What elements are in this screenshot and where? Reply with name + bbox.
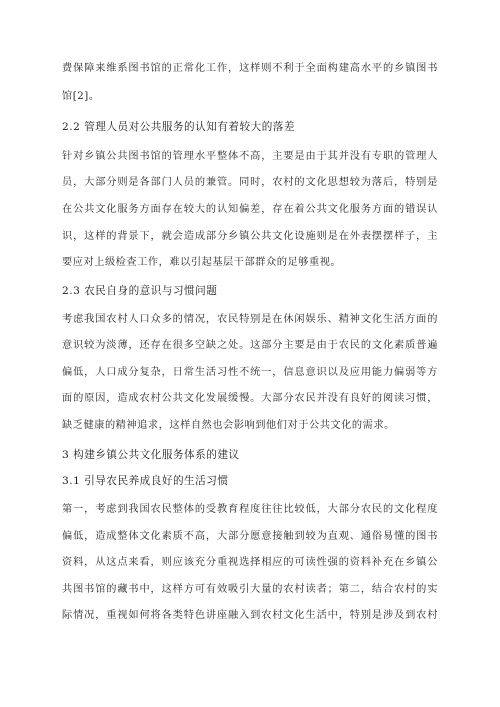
section-heading: 2.3 农民自身的意识与习惯问题 [62,285,218,297]
body-text-line: 共图书馆的藏书中，这样方可有效吸引大量的农村读者；第二，结合农村的实 [62,584,438,595]
body-text-line: 面的原因，造成农村公共文化发展缓慢。大部分农民并没有良好的阅读习惯， [62,393,438,404]
body-text-line: 偏低，造成整体文化素质不高，大部分愿意接触到较为直观、通俗易懂的图书 [62,531,438,542]
body-text-line: 考虑我国农村人口众多的情况，农民特别是在休闲娱乐、精神文化生活方面的 [62,314,438,325]
body-text-line: 意识较为淡薄，还存在很多空缺之处。这部分主要是由于农民的文化素质普遍 [62,340,438,351]
body-text-line: 要应对上级检查工作，难以引起基层干部群众的足够重视。 [62,257,342,268]
body-text-line: 识，这样的背景下，就会造成部分乡镇公共文化设施则是在外表摆摆样子，主 [62,231,438,242]
body-text-line: 针对乡镇公共图书馆的管理水平整体不高，主要是由于其并没有专职的管理人 [62,151,438,162]
body-text-line: 员，大部分则是各部门人员的兼管。同时，农村的文化思想较为落后，特别是 [62,177,438,188]
body-text-line: 费保障来维系图书馆的正常化工作，这样则不利于全面构建高水平的乡镇图书 [62,63,438,74]
subsection-heading: 3.1 引导农民养成良好的生活习惯 [62,475,229,487]
body-text-line: 资料，从这点来看，则应该充分重视选择相应的可读性强的资料补充在乡镇公 [62,557,438,568]
section-heading: 2.2 管理人员对公共服务的认知有着较大的落差 [62,121,295,133]
body-text-line: 偏低，人口成分复杂，日常生活习性不统一，信息意识以及应用能力偏弱等方 [62,367,438,378]
body-text-line: 缺乏健康的精神追求，这样自然也会影响到他们对于公共文化的需求。 [62,420,395,431]
body-text-line: 第一，考虑到我国农民整体的受教育程度往往比较低，大部分农民的文化程度 [62,504,438,515]
body-text-line: 在公共文化服务方面存在较大的认知偏差，存在着公共文化服务方面的错误认 [62,204,438,215]
section-heading: 3 构建乡镇公共文化服务体系的建议 [62,449,240,461]
body-text-line: 馆[2]。 [62,91,100,102]
body-text-line: 际情况，重视如何将各类特色讲座融入到农村文化生活中，特别是涉及到农村 [62,610,438,621]
